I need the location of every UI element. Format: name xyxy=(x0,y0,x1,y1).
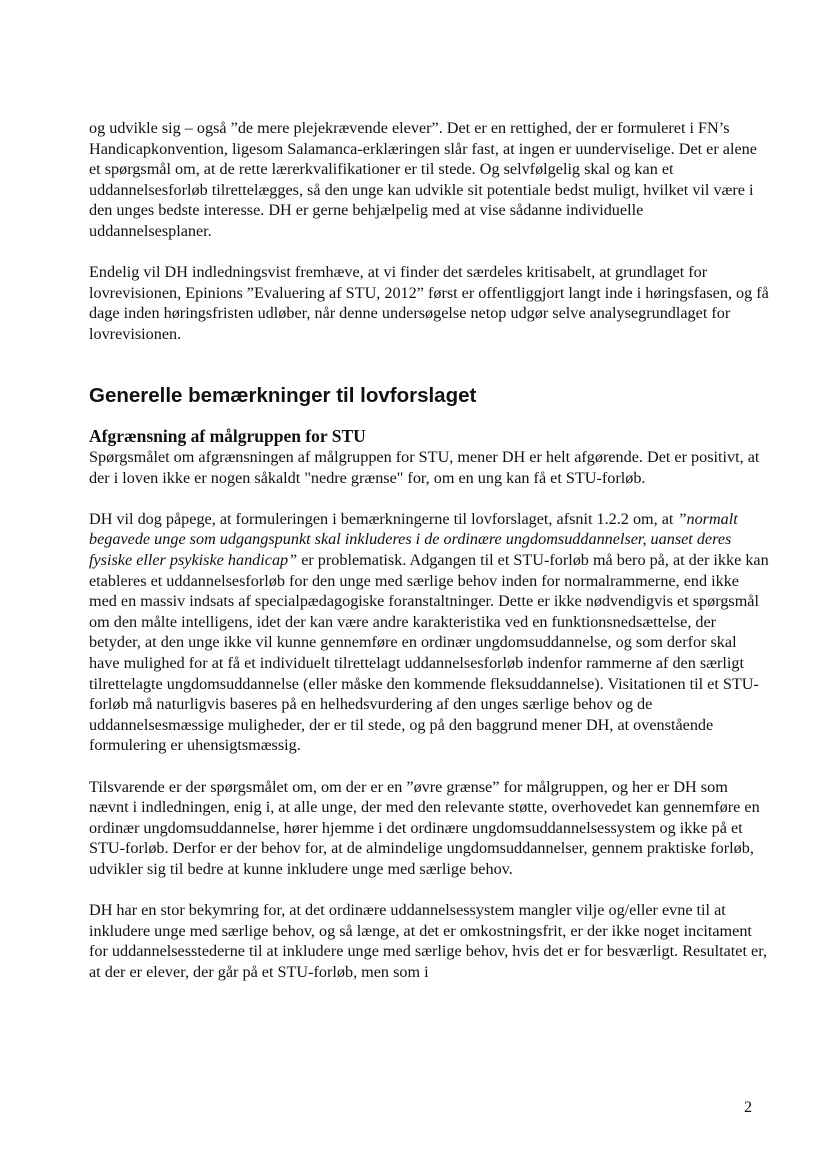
paragraph-text: DH vil dog påpege, at formuleringen i bemærkningerne til lovforslaget, afsnit 1.2.2 om, at xyxy=(89,509,678,528)
page-number: 2 xyxy=(744,1098,753,1116)
subsection-paragraph-1: Spørgsmålet om afgrænsningen af målgruppen for STU, mener DH er helt afgørende. Det er positivt, at der i loven ikke er nogen såkaldt "nedre grænse" for, om en ung kan få et STU-forløb. xyxy=(89,448,760,487)
paragraph-text: er problematisk. Adgangen til et STU-forløb må bero på, at der ikke kan etableres et uddannelsesforløb for den unge med særlige behov inden for normalrammerne, end ikke med en massiv indsats af specialpædagogiske foranstaltninger. Dette er ikke nødvendigvis et spørgsmål om den målte intelligens, idet der kan være andre karakteristika ved en funktionsnedsættelse, der betyder, at den unge ikke vil kunne gennemføre en ordinær ungdomsuddannelse, og som derfor skal have mulighed for at få et individuelt tilrettelagt uddannelsesforløb indenfor rammerne af den særligt tilrettelagte ungdomsuddannelse (eller måske den kommende fleksuddannelse). Visitationen til et STU-forløb må naturligvis baseres på en helhedsvurdering af den unges særlige behov og de uddannelsesmæssige muligheder, der er til stede, og på den baggrund mener DH, at ovenstående formulering er uhensigtsmæssig. xyxy=(89,550,769,755)
intro-paragraph-2: Endelig vil DH indledningsvist fremhæve, at vi finder det særdeles kritisabelt, at grundlaget for lovrevisionen, Epinions ”Evaluering af STU, 2012” først er offentliggjort langt inde i høringsfasen, og få dage inden høringsfristen udløber, når denne undersøgelse netop udgør selve analysegrundlaget for lovrevisionen. xyxy=(89,263,769,343)
intro-paragraph-1: og udvikle sig – også ”de mere plejekrævende elever”. Det er en rettighed, der er formuleret i FN’s Handicapkonvention, ligesom Salamanca-erklæringen slår fast, at ingen er uunderviselige. Det er alene et spørgsmål om, at de rette lærerkvalifikationer er til stede. Og selvfølgelig skal og kan et uddannelsesforløb tilrettelægges, så den unge kan udvikle sit potentiale bedst muligt, hvilket vil være i den unges bedste interesse. DH er gerne behjælpelig med at vise sådanne individuelle uddannelsesplaner. xyxy=(89,119,757,240)
section-heading: Generelle bemærkninger til lovforslaget xyxy=(89,384,477,407)
subsection-target-group xyxy=(89,425,769,982)
quoted-formulation: ”normalt begavede unge som udgangspunkt skal inkluderes i de ordinære ungdomsuddannelser, uanset deres fysiske eller psykiske handicap” xyxy=(89,509,738,569)
subsection-paragraph-3: Tilsvarende er der spørgsmålet om, om der er en ”øvre grænse” for målgruppen, og her er DH som nævnt i indledningen, enig i, at alle unge, der med den relevante støtte, overhovedet kan gennemføre en ordinær ungdomsuddannelse, hører hjemme i det ordinære ungdomsuddannelsessystem og ikke på et STU-forløb. Derfor er der behov for, at de almindelige ungdomsuddannelser, gennem praktiske forløb, udvikler sig til bedre at kunne inkludere unge med særlige behov. xyxy=(89,777,760,878)
subsection-heading: Afgrænsning af målgruppen for STU xyxy=(89,426,366,446)
subsection-paragraph-2 xyxy=(89,509,769,756)
subsection-paragraph-4: DH har en stor bekymring for, at det ordinære uddannelsessystem mangler vilje og/eller evne til at inkludere unge med særlige behov, og så længe, at det er omkostningsfrit, er der ikke noget incitament for uddannelsesstederne til at inkludere unge med særlige behov, hvis det er for besværligt. Resultatet er, at der er elever, der går på et STU-forløb, men som i xyxy=(89,901,767,981)
intro-section xyxy=(89,118,769,345)
